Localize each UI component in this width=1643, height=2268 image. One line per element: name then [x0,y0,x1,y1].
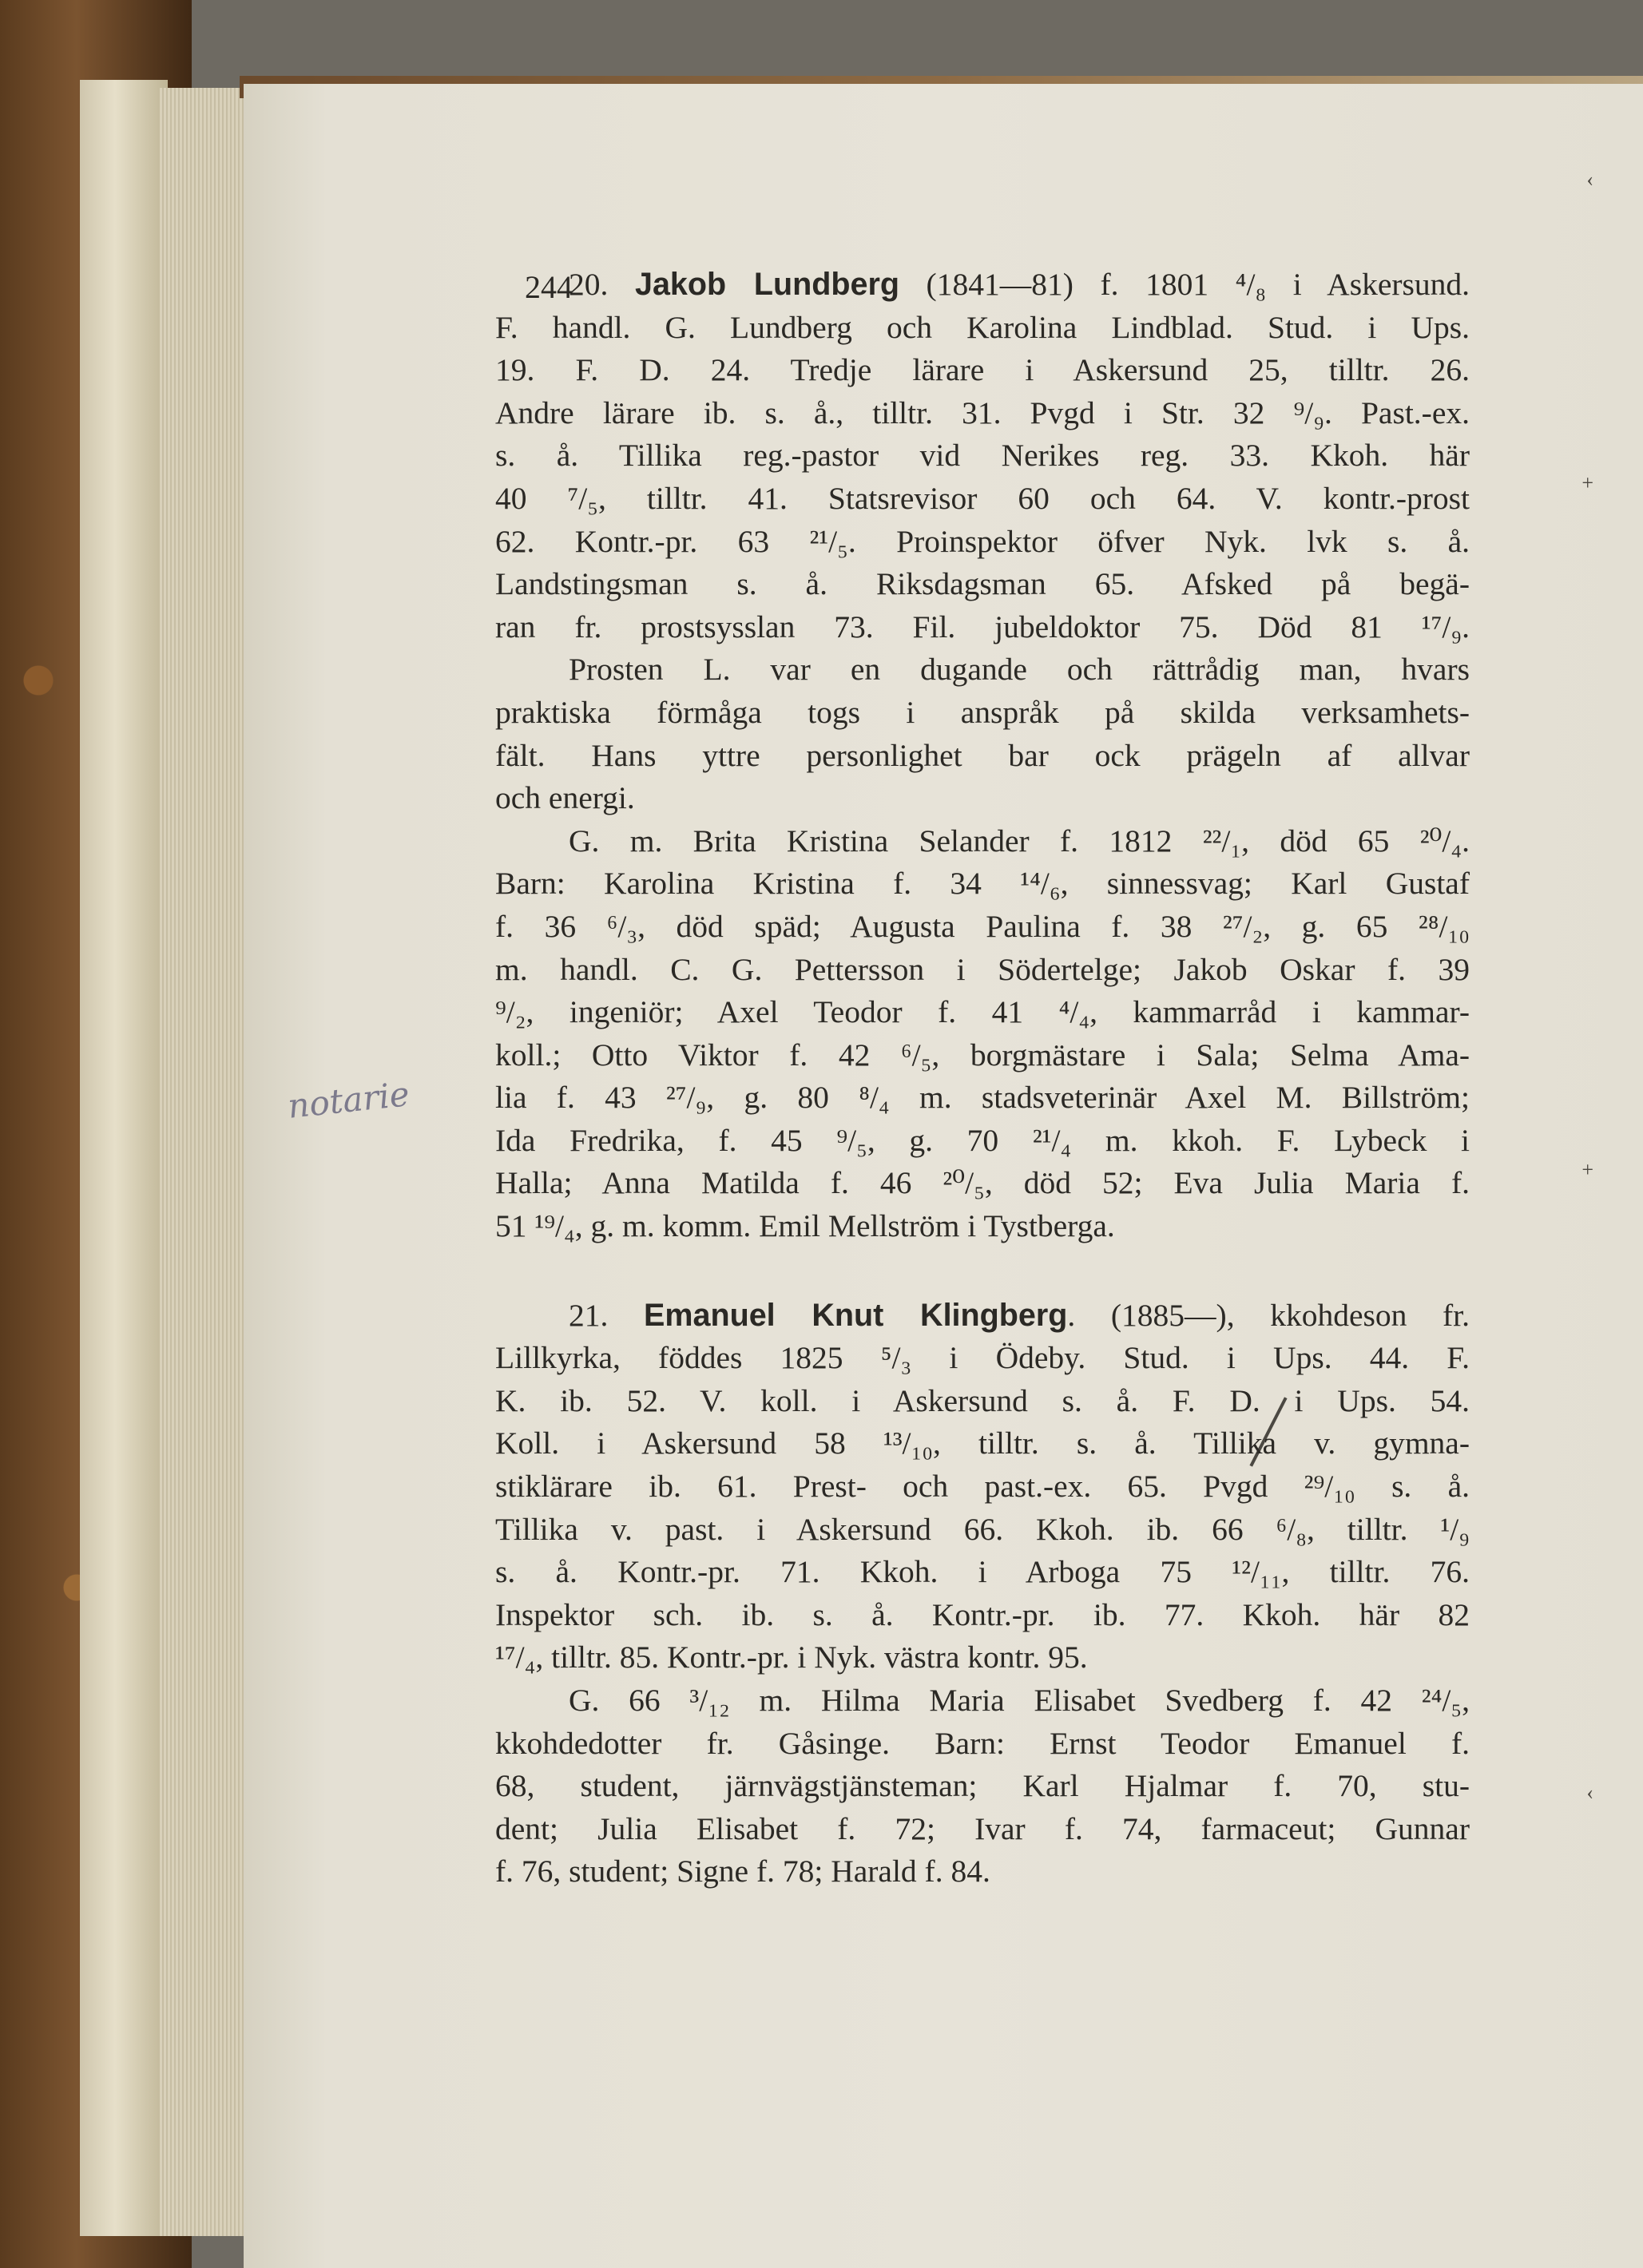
text-line [495,264,1470,307]
line-text: . (1885—), kkohdeson fr. [1067,1297,1470,1333]
text-line [495,820,1470,863]
line-text: Inspektor sch. ib. s. å. Kontr.-pr. ib. 77. Kkoh. här 82 [495,1596,1470,1632]
text-line [495,1422,1470,1465]
page-edge-tick: + [1581,471,1593,494]
text-line [495,478,1470,521]
text-line [495,1465,1470,1509]
page-edge-tick: + [1581,1158,1593,1181]
line-text: dent; Julia Elisabet f. 72; Ivar f. 74, farmaceut; Gunnar [495,1810,1470,1846]
line-text: G. 66 ³/₁₂ m. Hilma Maria Elisabet Svedberg f. 42 ²⁴/₅, [569,1683,1470,1718]
entry-separator [495,1248,1470,1295]
entry-name: Emanuel Knut Klingberg [644,1297,1068,1333]
line-text: (1841—81) f. 1801 ⁴/₈ i Askersund. [899,267,1470,302]
text-line [495,1808,1470,1851]
line-text: Ida Fredrika, f. 45 ⁹/₅, g. 70 ²¹/₄ m. kkoh. F. Lybeck i [495,1122,1470,1158]
line-text: Lillkyrka, föddes 1825 ⁵/₃ i Ödeby. Stud. i Ups. 44. F. [495,1340,1470,1376]
line-text: stiklärare ib. 61. Prest- och past.-ex. 65. Pvgd ²⁹/₁₀ s. å. [495,1469,1470,1505]
line-text: K. ib. 52. V. koll. i Askersund s. å. F. D. i Ups. 54. [495,1382,1470,1418]
text-line [495,349,1470,392]
text-line [495,735,1470,778]
entry-name: Jakob Lundberg [634,267,899,302]
text-line [495,949,1470,992]
text-line [495,1077,1470,1120]
text-line [495,606,1470,649]
line-text: Landstingsman s. å. Riksdagsman 65. Afsked på begä- [495,566,1470,602]
line-text: 62. Kontr.-pr. 63 ²¹/₅. Proinspektor öfver Nyk. lvk s. å. [495,523,1470,559]
text-line [495,392,1470,435]
line-text: Andre lärare ib. s. å., tilltr. 31. Pvgd i Str. 32 ⁹/₉. Past.-ex. [495,395,1470,430]
book-spine-edge [80,80,168,2236]
line-text: 19. F. D. 24. Tredje lärare i Askersund 25, tilltr. 26. [495,352,1470,388]
line-text: ¹⁷/₄, tilltr. 85. Kontr.-pr. i Nyk. västra kontr. 95. [495,1640,1088,1675]
line-text: ran fr. prostsysslan 73. Fil. jubeldoktor 75. Död 81 ¹⁷/₉. [495,609,1470,644]
line-text: Tillika v. past. i Askersund 66. Kkoh. ib. 66 ⁶/₈, tilltr. ¹/₉ [495,1511,1470,1547]
text-line [495,906,1470,949]
entry-number: 21. [569,1297,645,1333]
text-line [495,1162,1470,1205]
text-line [495,1120,1470,1163]
line-text: f. 36 ⁶/₃, död späd; Augusta Paulina f. 38 ²⁷/₂, g. 65 ²⁸/₁₀ [495,908,1470,944]
text-line [495,991,1470,1034]
line-text: 68, student, järnvägstjänsteman; Karl Hjalmar f. 70, stu- [495,1768,1470,1804]
line-text: Koll. i Askersund 58 ¹³/₁₀, tilltr. s. å. Tillika v. gymna- [495,1425,1470,1461]
handwritten-margin-note: notarie [285,1074,411,1126]
text-line [495,434,1470,478]
text-line [495,1636,1470,1679]
line-text: Barn: Karolina Kristina f. 34 ¹⁴/₆, sinnessvag; Karl Gustaf [495,866,1470,902]
text-line [495,648,1470,692]
text-line [495,692,1470,735]
text-line [495,1679,1470,1723]
text-line [495,862,1470,906]
text-line [495,1765,1470,1808]
text-line [495,307,1470,350]
entry-number: 20. [569,267,635,302]
text-line [495,777,1470,820]
text-line [495,1337,1470,1380]
text-line [495,1034,1470,1077]
text-line [495,1509,1470,1552]
entry-20 [495,264,1470,1248]
text-line [495,1723,1470,1766]
line-text: 40 ⁷/₅, tilltr. 41. Statsrevisor 60 och 64. V. kontr.-prost [495,480,1470,516]
page-number: 244 [525,269,573,305]
page-edge-tick: ‹ [1586,168,1593,191]
text-line [495,563,1470,606]
text-line [495,1551,1470,1594]
line-text: ⁹/₂, ingeniör; Axel Teodor f. 41 ⁴/₄, kammarråd i kammar- [495,994,1470,1030]
line-text: Prosten L. var en dugande och rättrådig man, hvars [569,652,1470,688]
line-text: s. å. Tillika reg.-pastor vid Nerikes reg. 33. Kkoh. här [495,438,1470,474]
text-line [495,1380,1470,1423]
line-text: m. handl. C. G. Pettersson i Södertelge; Jakob Oskar f. 39 [495,951,1470,987]
line-text: lia f. 43 ²⁷/₉, g. 80 ⁸/₄ m. stadsveterinär Axel M. Billström; [495,1080,1470,1116]
page-edge-tick: ‹ [1586,1781,1593,1804]
text-line [495,521,1470,564]
text-line [495,1295,1470,1338]
page-stack-edge [160,88,256,2236]
line-text: och energi. [495,780,635,816]
line-text: G. m. Brita Kristina Selander f. 1812 ²²/₁, död 65 ²⁰/₄. [569,823,1470,858]
text-line [495,1850,1470,1893]
line-text: f. 76, student; Signe f. 78; Harald f. 84. [495,1854,990,1889]
line-text: praktiska förmåga togs i anspråk på skilda verksamhets- [495,694,1470,730]
line-text: Halla; Anna Matilda f. 46 ²⁰/₅, död 52; Eva Julia Maria f. [495,1165,1470,1201]
line-text: koll.; Otto Viktor f. 42 ⁶/₅, borgmästare i Sala; Selma Ama- [495,1037,1470,1073]
line-text: 51 ¹⁹/₄, g. m. komm. Emil Mellström i Tystberga. [495,1208,1115,1244]
text-line [495,1205,1470,1248]
entry-21 [495,1295,1470,1893]
line-text: fält. Hans yttre personlighet bar ock prägeln af allvar [495,737,1470,773]
line-text: s. å. Kontr.-pr. 71. Kkoh. i Arboga 75 ¹²/₁₁, tilltr. 76. [495,1554,1470,1590]
line-text: F. handl. G. Lundberg och Karolina Lindblad. Stud. i Ups. [495,309,1470,345]
text-line [495,1594,1470,1637]
main-text [495,264,1470,1893]
line-text: kkohdedotter fr. Gåsinge. Barn: Ernst Teodor Emanuel f. [495,1725,1470,1761]
